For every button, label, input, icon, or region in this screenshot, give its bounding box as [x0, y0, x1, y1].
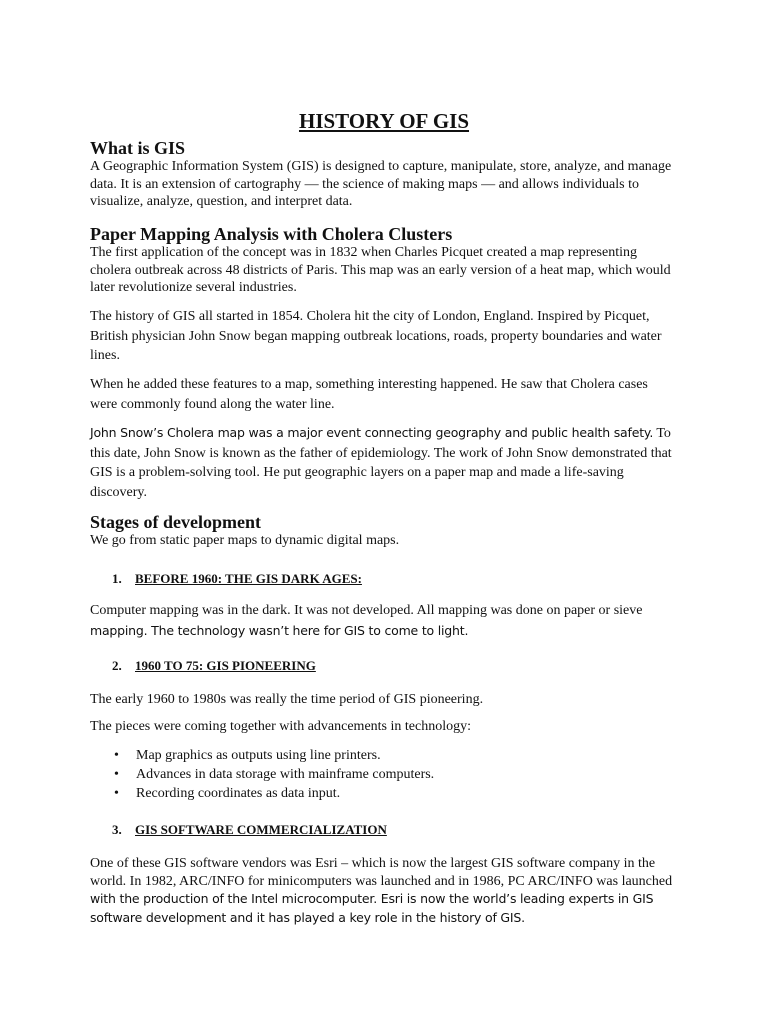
- dark-ages-serif-run: Computer mapping was in the dark. It was not developed. All mapping was done on paper or sieve: [90, 603, 643, 618]
- step-1-number: 1.: [112, 571, 122, 586]
- paragraph-water-line: When he added these features to a map, something interesting happened. He saw that Cholera cases were commonly found along the water line.: [90, 377, 648, 412]
- dark-ages-sans-run: mapping. The technology wasn’t here for GIS to come to light.: [90, 622, 469, 638]
- bullet-list-technology: [90, 746, 434, 803]
- step-2-label: 1960 TO 75: GIS PIONEERING: [135, 658, 316, 673]
- step-1-label: BEFORE 1960: THE GIS DARK AGES:: [135, 571, 362, 586]
- cholera-map-rest: To this date, John Snow is known as the father of epidemiology. The work of John Snow demonstrated that GIS is a problem-solving tool. He put geographic layers on a paper map and made a life-saving discovery.: [90, 426, 672, 500]
- paragraph-pioneering: The early 1960 to 1980s was really the time period of GIS pioneering.: [90, 692, 484, 707]
- paragraph-dark-ages: [90, 601, 678, 641]
- heading-paper-mapping: Paper Mapping Analysis with Cholera Clusters: [90, 224, 453, 244]
- bullet-dot: •: [114, 748, 119, 763]
- step-2-heading: [112, 657, 316, 674]
- list-item: [90, 746, 434, 765]
- heading-stages: Stages of development: [90, 512, 261, 532]
- list-item: [90, 765, 434, 784]
- paragraph-picquet: The first application of the concept was in 1832 when Charles Picquet created a map representing cholera outbreak across 48 districts of Paris. This map was an early version of a heat map, which would later revolutionize several industries.: [90, 245, 671, 295]
- step-3-label: GIS SOFTWARE COMMERCIALIZATION: [135, 822, 387, 837]
- cholera-map-sans-run: John Snow’s Cholera map was a major event connecting geography and public health safety.: [90, 425, 654, 440]
- step-3-heading: [112, 821, 387, 838]
- commercialization-sans-run: with the production of the Intel microcomputer. Esri is now the world’s leading experts in GIS software development and it has played a key role in the history of GIS.: [90, 891, 654, 925]
- list-item: [90, 784, 434, 803]
- paragraph-john-snow-1854: The history of GIS all started in 1854. Cholera hit the city of London, England. Inspired by Picquet, British physician John Snow began mapping outbreak locations, roads, property boundaries and water lines.: [90, 309, 662, 363]
- paragraph-cholera-map: [90, 423, 678, 502]
- list-item-text: Advances in data storage with mainframe computers.: [136, 767, 435, 782]
- step-2-number: 2.: [112, 658, 122, 673]
- paragraph-pieces: The pieces were coming together with advancements in technology:: [90, 719, 471, 734]
- paragraph-stages-intro: We go from static paper maps to dynamic digital maps.: [90, 533, 400, 548]
- bullet-dot: •: [114, 786, 119, 801]
- heading-what-is-gis: What is GIS: [90, 138, 186, 158]
- commercialization-serif-run: One of these GIS software vendors was Esri – which is now the largest GIS software company in the world. In 1982, ARC/INFO for minicomputers was launched and in 1986, PC ARC/INFO was launched: [90, 856, 673, 889]
- document-title: HISTORY OF GIS: [298, 109, 470, 133]
- bullet-dot: •: [114, 767, 119, 782]
- step-1-heading: [112, 570, 362, 587]
- step-3-number: 3.: [112, 822, 122, 837]
- list-item-text: Recording coordinates as data input.: [136, 786, 341, 801]
- paragraph-what-is-gis: A Geographic Information System (GIS) is designed to capture, manipulate, store, analyze, and manage data. It is an extension of cartography — the science of making maps — and allows individuals to visualize, analyze, question, and interpret data.: [90, 159, 672, 209]
- paragraph-commercialization: [90, 855, 678, 927]
- list-item-text: Map graphics as outputs using line printers.: [136, 748, 381, 763]
